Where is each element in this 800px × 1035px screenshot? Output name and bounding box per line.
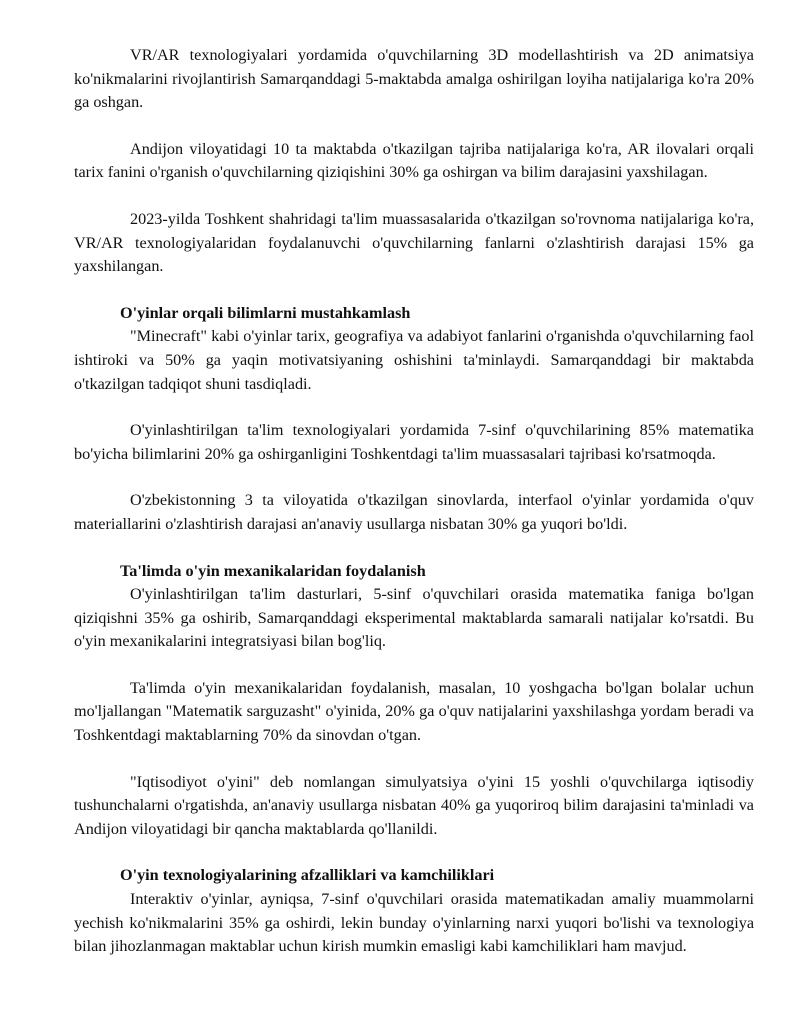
section-heading: O'yin texnologiyalarining afzalliklari va kamchiliklari	[120, 866, 495, 885]
document-page	[74, 44, 754, 959]
section-heading: Ta'limda o'yin mexanikalaridan foydalanish	[120, 561, 426, 580]
section-heading: O'yinlar orqali bilimlarni mustahkamlash	[120, 303, 411, 322]
paragraph: Andijon viloyatidagi 10 ta maktabda o'tkazilgan tajriba natijalariga ko'ra, AR ilovalari orqali tarix fanini o'rganish o'quvchilarning qiziqishini 30% ga oshirgan va bilim darajasini yaxshilagan.	[74, 139, 754, 182]
paragraph: O'yinlashtirilgan ta'lim texnologiyalari yordamida 7-sinf o'quvchilarining 85% matematika bo'yicha bilimlarini 20% ga oshirganligini Toshkentdagi ta'lim muassasalari tajribasi ko'rsatmoqda.	[74, 421, 754, 463]
paragraph: Ta'limda o'yin mexanikalaridan foydalanish, masalan, 10 yoshgacha bo'lgan bolalar uchun mo'ljallangan "Matematik sarguzasht" o'yinida, 20% ga o'quv natijalarini yaxshilashga yordam beradi va Toshkentdagi maktablarning 70% da sinovdan o'tgan.	[74, 678, 754, 745]
paragraph: "Minecraft" kabi o'yinlar tarix, geografiya va adabiyot fanlarini o'rganishda o'quvchilarning faol ishtiroki va 50% ga yaqin motivatsiyaning oshishini ta'minlaydi. Samarqanddagi bir maktabda o'tkazilgan tadqiqot shuni tasdiqladi.	[74, 327, 754, 393]
paragraph: 2023-yilda Toshkent shahridagi ta'lim muassasalarida o'tkazilgan so'rovnoma natijalariga ko'ra, VR/AR texnologiyalaridan foydalanuvchi o'quvchilarning fanlarni o'zlashtirish darajasi 15% ga yaxshilangan.	[74, 209, 754, 276]
paragraph: Interaktiv o'yinlar, ayniqsa, 7-sinf o'quvchilari orasida matematikadan amaliy muammolarni yechish ko'nikmalarini 35% ga oshirdi, lekin bunday o'yinlarning narxi yuqori bo'lishi va texnologiya bilan jihozlanmagan maktablar uchun kirish mumkin emasligi kabi kamchiliklari ham mavjud.	[74, 890, 754, 956]
paragraph: O'yinlashtirilgan ta'lim dasturlari, 5-sinf o'quvchilari orasida matematika faniga bo'lgan qiziqishni 35% ga oshirib, Samarqanddagi eksperimental maktablarda samarali natijalar ko'rsatdi. Bu o'yin mexanikalarini integratsiyasi bilan bog'liq.	[74, 585, 754, 651]
paragraph: "Iqtisodiyot o'yini" deb nomlangan simulyatsiya o'yini 15 yoshli o'quvchilarga iqtisodiy tushunchalarni o'rgatishda, an'anaviy usullarga nisbatan 40% ga yuqoriroq bilim darajasini ta'minladi va Andijon viloyatidagi bir qancha maktablarda qo'llanildi.	[74, 772, 754, 838]
paragraph: O'zbekistonning 3 ta viloyatida o'tkazilgan sinovlarda, interfaol o'yinlar yordamida o'quv materiallarini o'zlashtirish darajasi an'anaviy usullarga nisbatan 30% ga yuqori bo'ldi.	[74, 491, 754, 533]
paragraph: VR/AR texnologiyalari yordamida o'quvchilarning 3D modellashtirish va 2D animatsiya ko'nikmalarini rivojlantirish Samarqanddagi 5-maktabda amalga oshirilgan loyiha natijalariga ko'ra 20% ga oshgan.	[74, 46, 754, 112]
